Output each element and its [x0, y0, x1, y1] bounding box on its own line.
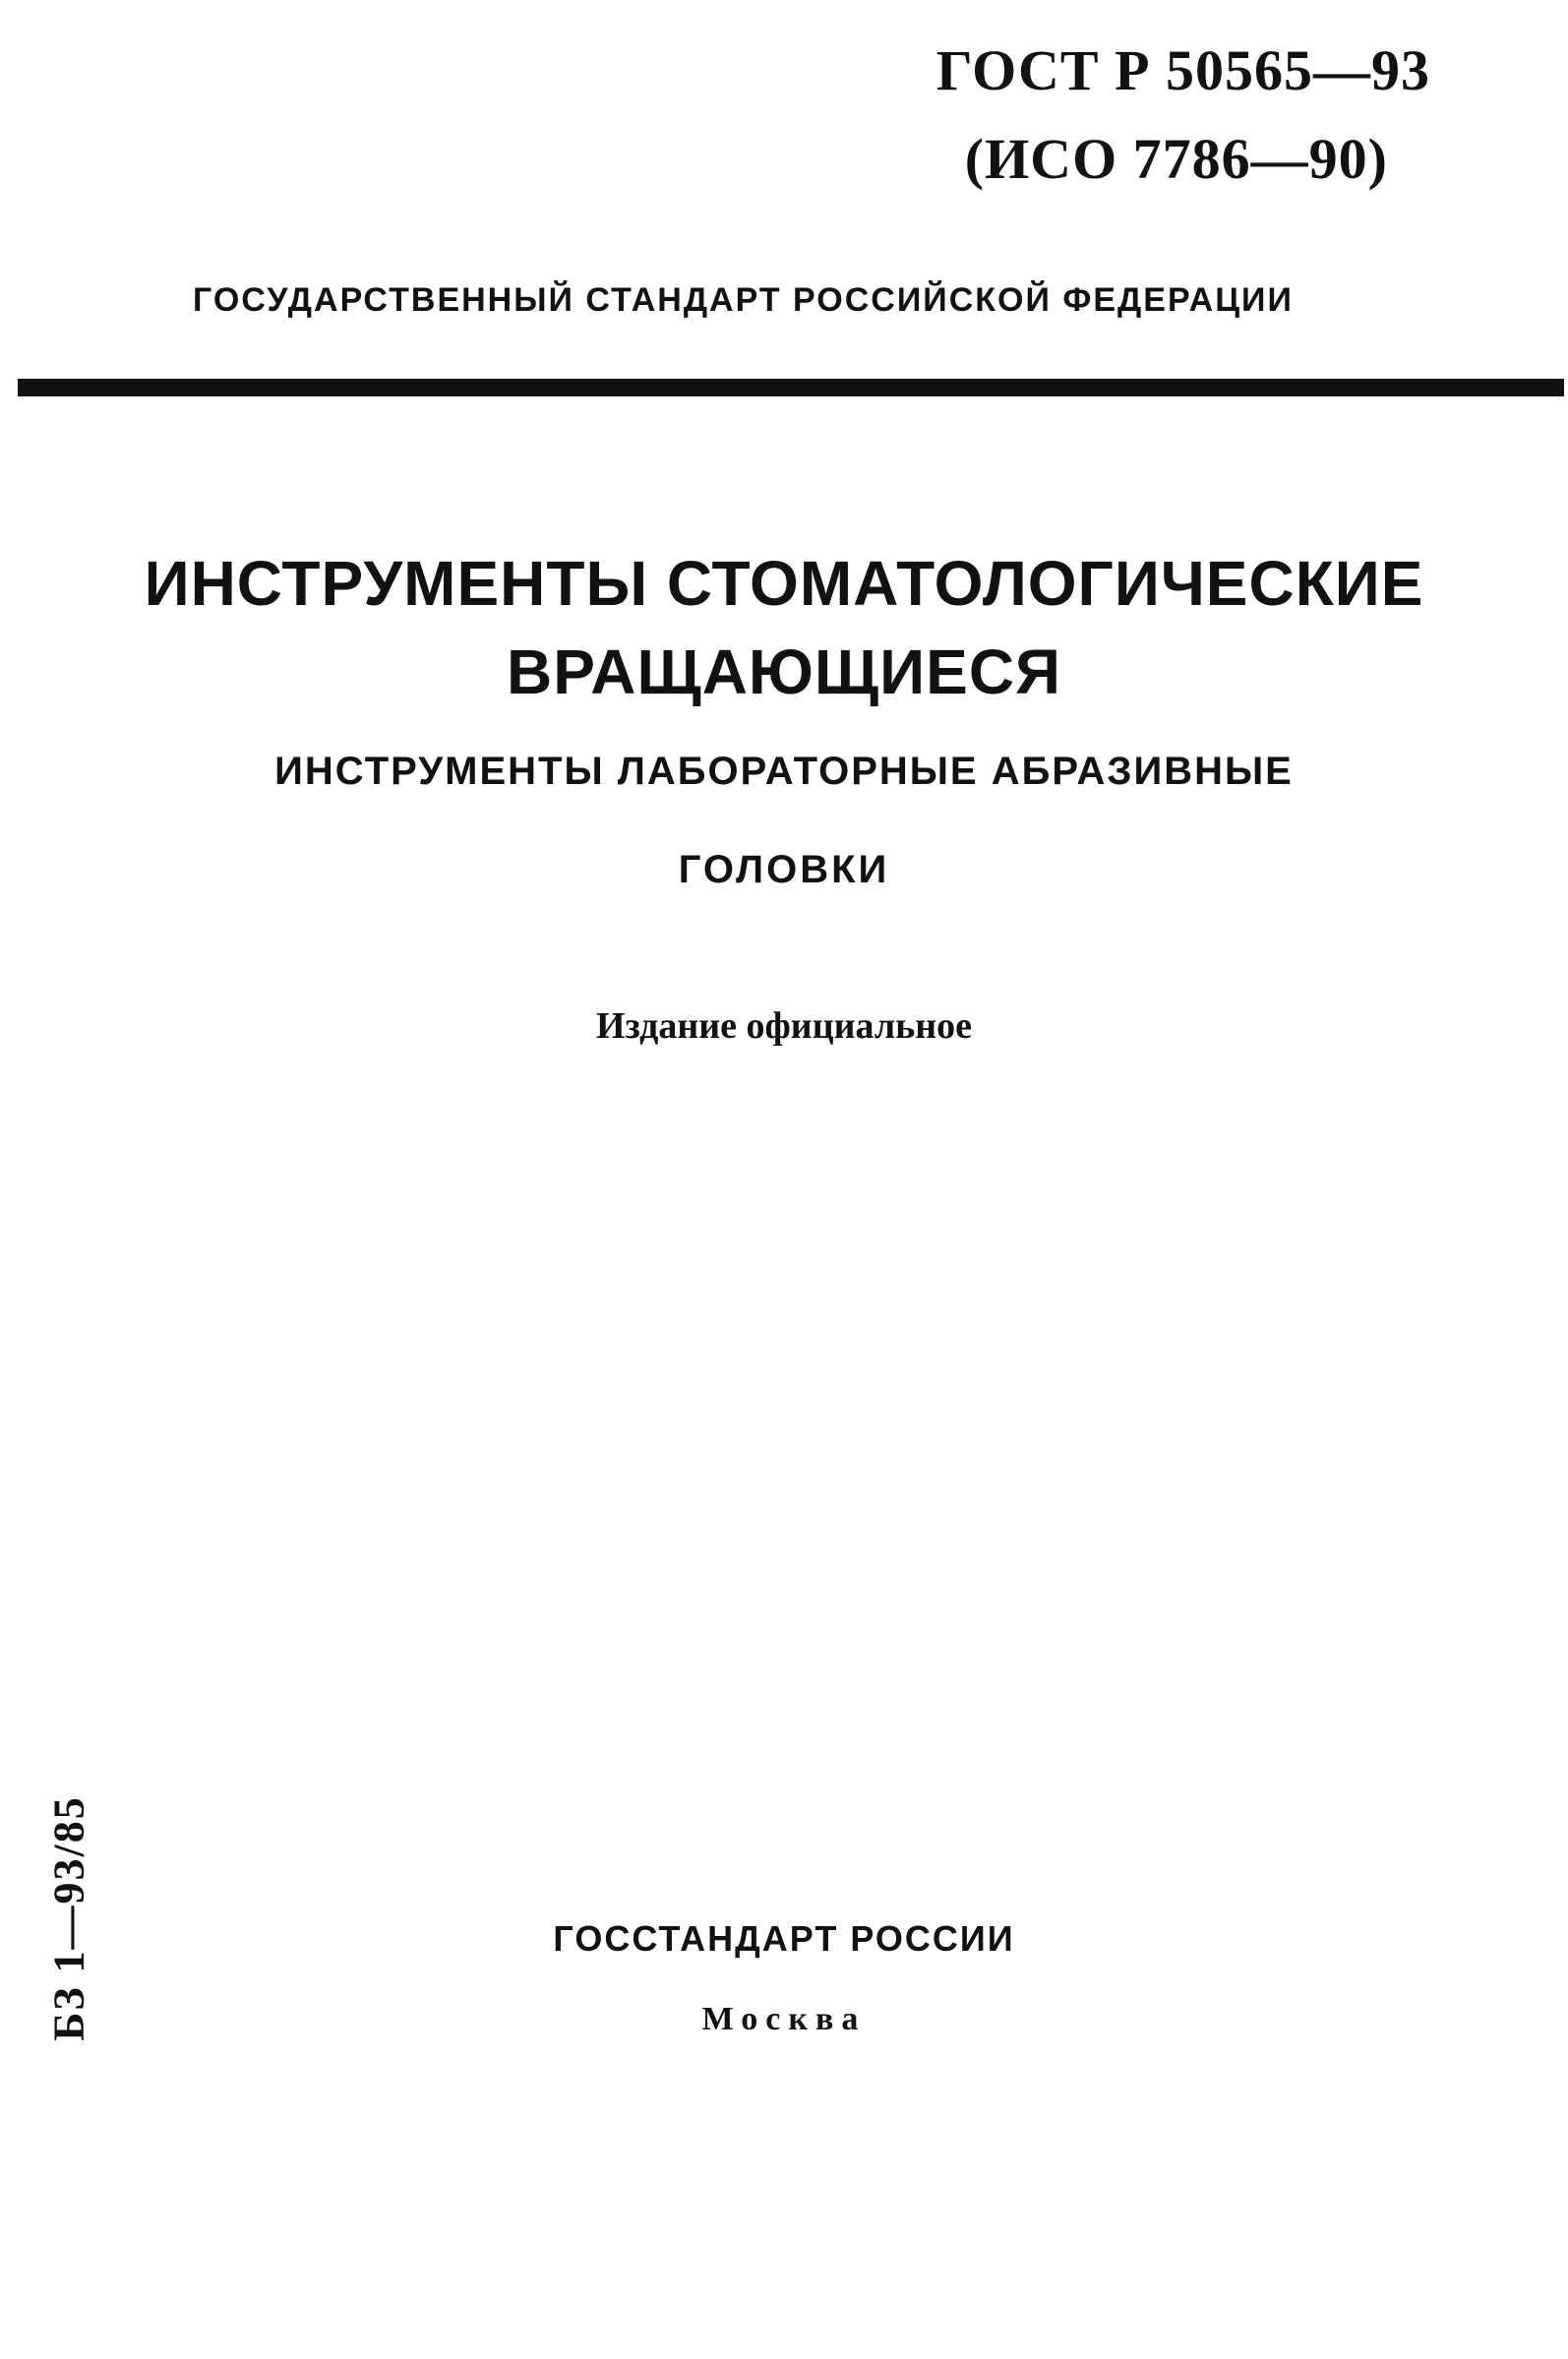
standard-number: ГОСТ Р 50565—93	[935, 38, 1430, 102]
publisher-city: Москва	[701, 2001, 867, 2037]
header-rule	[18, 379, 1564, 396]
title-line-2: ВРАЩАЮЩИЕСЯ	[506, 636, 1062, 707]
edition-label: Издание официальное	[595, 1005, 972, 1047]
publisher: ГОССТАНДАРТ РОССИИ	[553, 1918, 1015, 1959]
iso-number: (ИСО 7786—90)	[964, 127, 1388, 191]
subtitle-line-2: ГОЛОВКИ	[678, 848, 890, 891]
side-code: БЗ 1—93/85	[44, 1795, 93, 2041]
document-header: ГОСУДАРСТВЕННЫЙ СТАНДАРТ РОССИЙСКОЙ ФЕДЕРАЦИИ	[193, 281, 1294, 319]
subtitle-line-1: ИНСТРУМЕНТЫ ЛАБОРАТОРНЫЕ АБРАЗИВНЫЕ	[274, 750, 1294, 793]
title-line-1: ИНСТРУМЕНТЫ СТОМАТОЛОГИЧЕСКИЕ	[144, 548, 1424, 619]
